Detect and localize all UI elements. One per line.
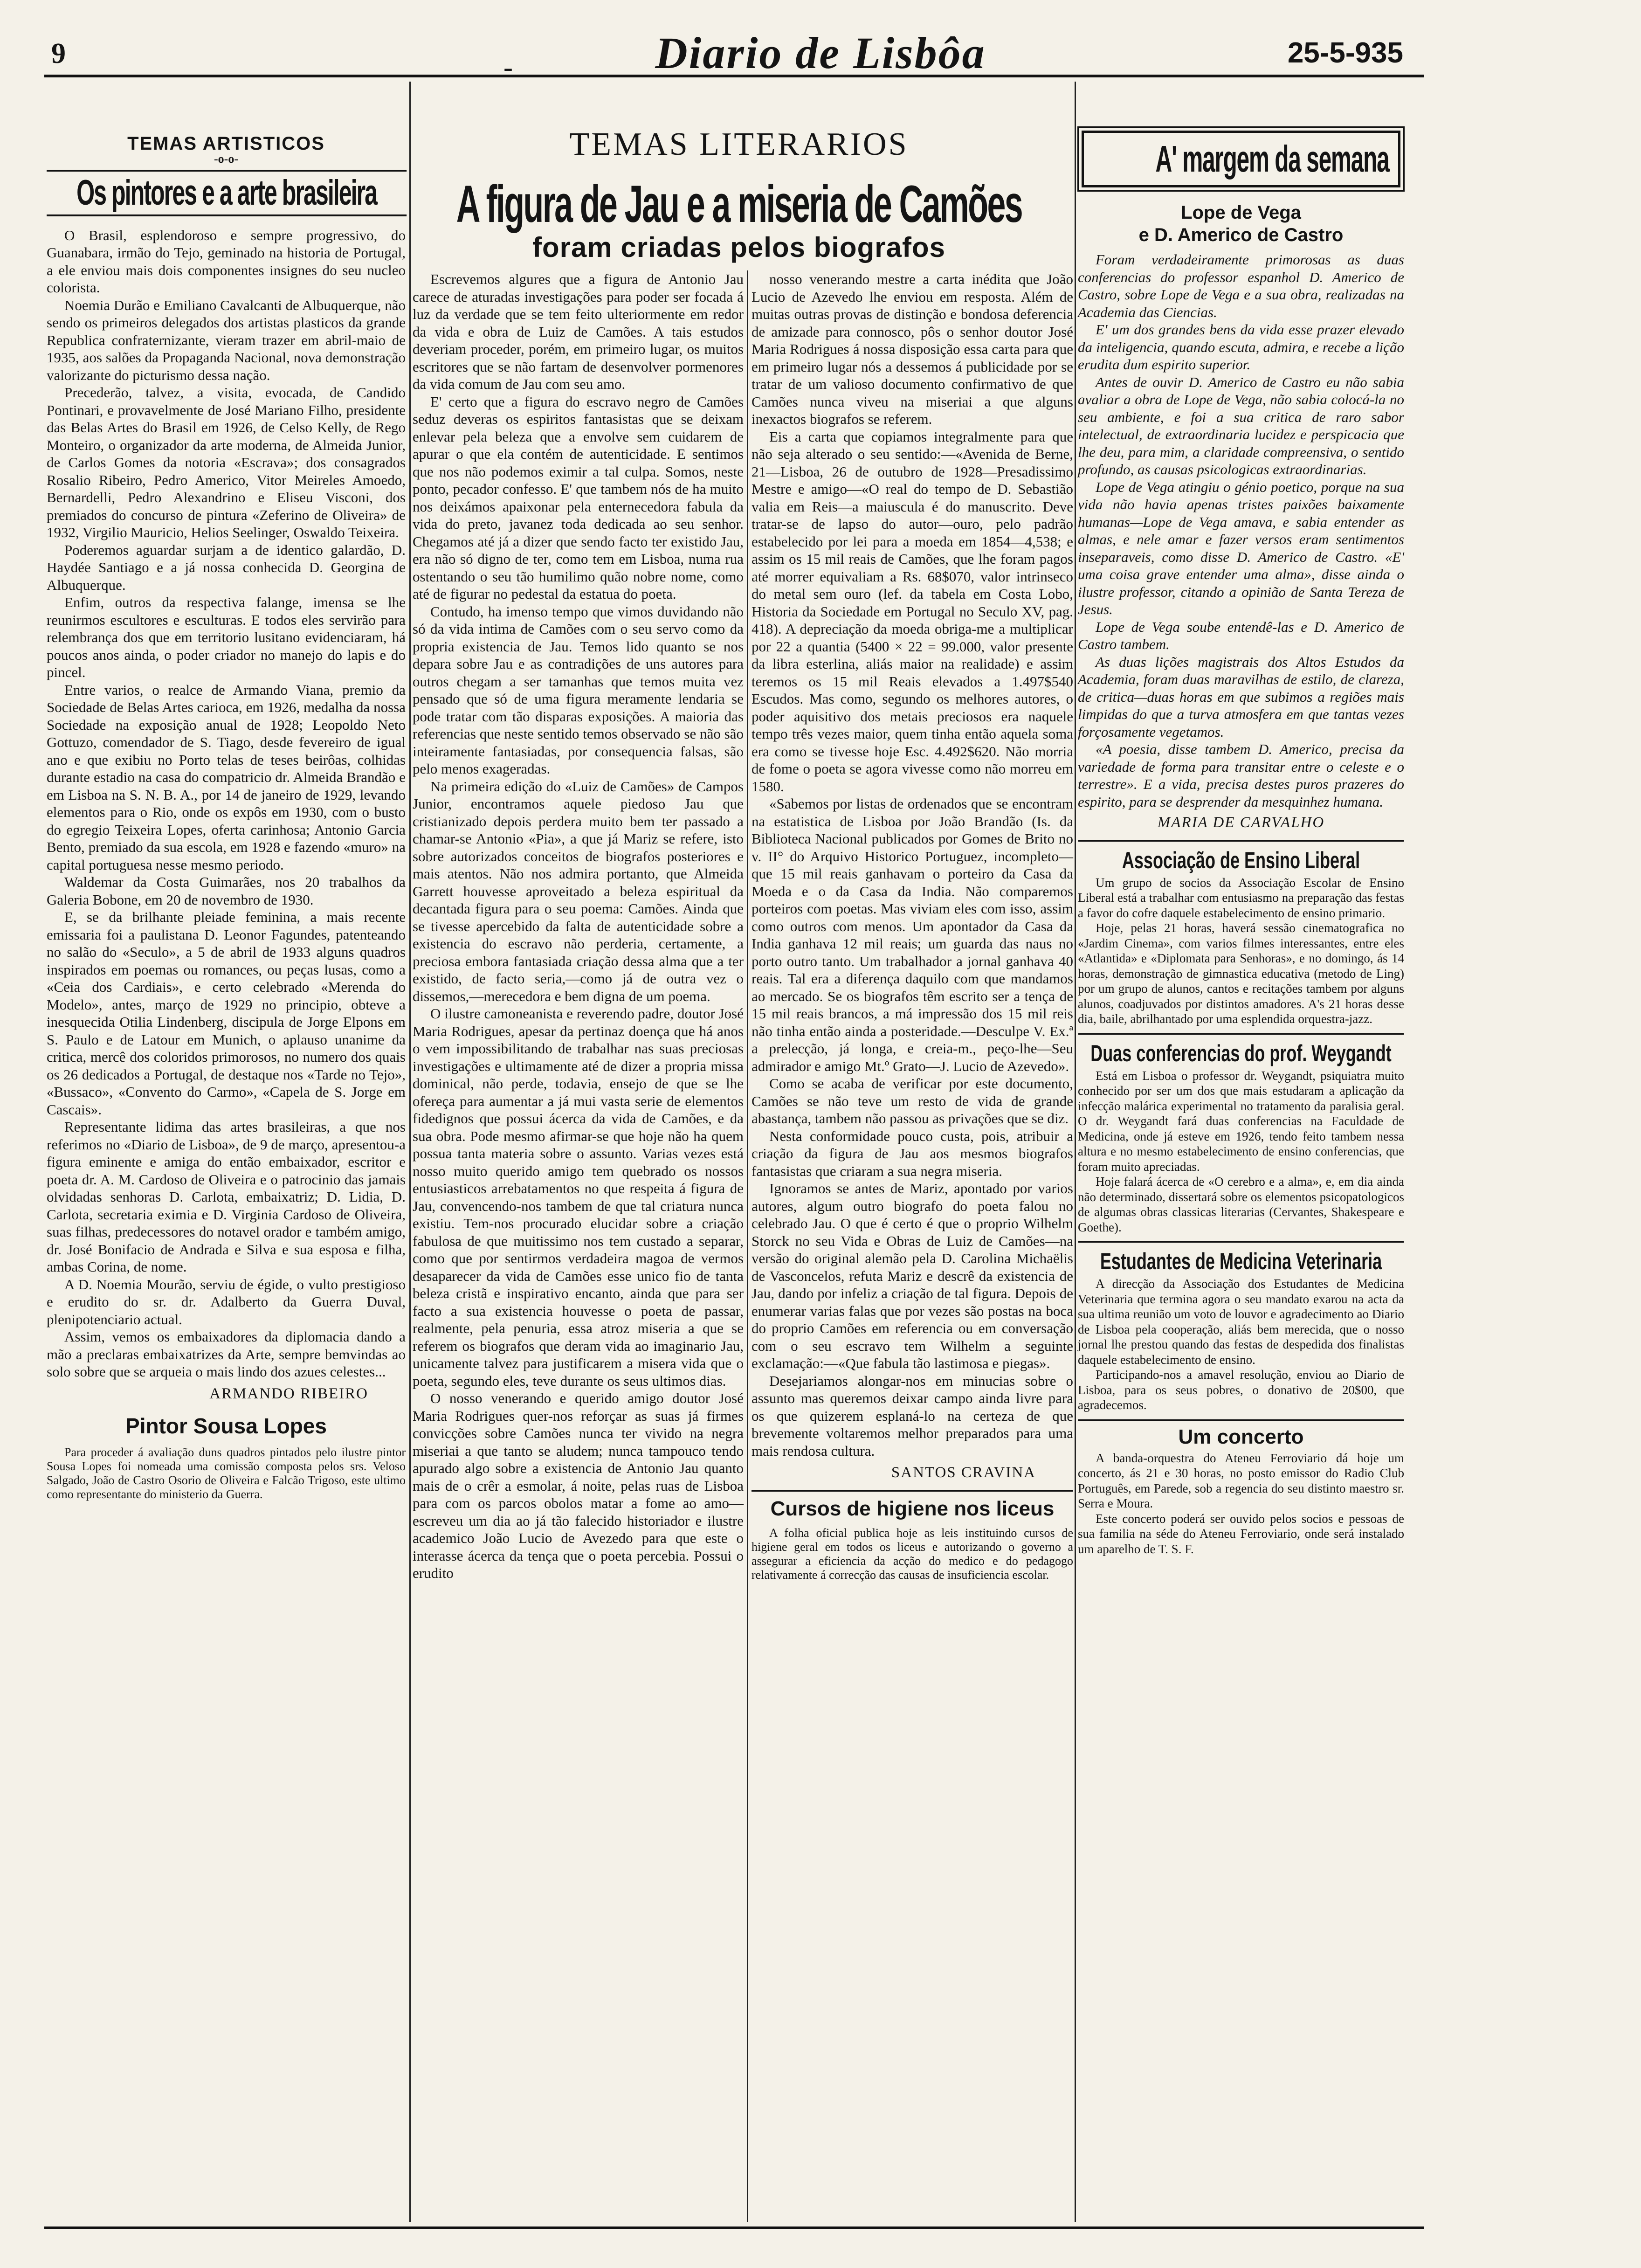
sub-headline: Associação de Ensino Liberal bbox=[1078, 840, 1404, 875]
paragraph: E' certo que a figura do escravo negro de Camões seduz deveras os espiritos fantasistas que se deixam enlevar pela beleza que a envolve sem cuidarem de apurar o que ela contém de autenticidade. E sentimos que nos não podemos eximir a tal culpa. Somos, neste ponto, pecador confesso. E' que tambem nós de ha muito nos deixámos apaixonar pela enternecedora fabula da vida do preto, javanez toda dedicada ao seu senhor. Chegamos até já a dizer que sendo facto ter existido Jau, era não só digno de ter, como tem em Lisboa, numa rua ostentando o seu tão humilimo quão nobre nome, como até de figurar no pedestal da estatua do poeta. bbox=[413, 393, 744, 602]
top-rule bbox=[44, 75, 1424, 77]
column-box-title bbox=[1082, 131, 1400, 187]
section-kicker: TEMAS LITERARIOS bbox=[569, 126, 909, 162]
right-column bbox=[1078, 126, 1404, 1556]
paragraph: Nesta conformidade pouco custa, pois, atribuir a criação da figura de Jau aos mesmos biografos fantasistas que criaram a sua negra miseria. bbox=[752, 1127, 1073, 1179]
article-lope-de-vega bbox=[1078, 251, 1404, 810]
paragraph: Participando-nos a amavel resolução, enviou ao Diario de Lisboa, para os seus pobres, o donativo de 20$00, que agradecemos. bbox=[1078, 1368, 1404, 1412]
paragraph: Precederão, talvez, a visita, evocada, de Candido Pontinari, e provavelmente de José Mariano Filho, presidente das Belas Artes do Brasil em 1926, de Celso Kelly, de Rego Monteiro, o organizador da arte moderna, de Almeida Junior, de Carlos Gomes da notoria «Escrava»; dos consagrados Rosalio Ribeiro, Pedro Americo, Vitor Meireles Amoedo, Bernardelli, Pedro Alexandrino e Eliseu Visconi, dos premiados do concurso de pintura «Zeferino de Oliveira» de 1932, Virgilio Mauricio, Helios Seelinger, Oswaldo Teixeira. bbox=[47, 384, 406, 540]
paragraph: nosso venerando mestre a carta inédita que João Lucio de Azevedo lhe enviou em resposta. Além de muitas outras provas de distinção e bondosa deferencia de amizade para connosco, pôs o senhor doutor José Maria Rodrigues á nossa disposição essa carta para que em primeiro lugar nós a dessemos á publicidade por se tratar de um valioso documento confirmativo de que Camões nunca viveu na miseriai a que alguns inexactos biografos se referem. bbox=[752, 271, 1073, 427]
paragraph: A D. Noemia Mourão, serviu de égide, o vulto prestigioso e erudito do sr. dr. Adalberto da Guerra Duval, plenipotenciario actual. bbox=[47, 1276, 406, 1328]
paragraph: O nosso venerando e querido amigo doutor José Maria Rodrigues quer-nos reforçar as suas já firmes convicções sobre Camões nunca ter vivido na negra miseriai a que tanto se aludem; nunca tampouco tendo apurado algo sobre a existencia de Antonio Jau quanto mais de o crêr a esmolar, á noite, pelas ruas de Lisboa para com os parcos obolos matar a fome ao amo—escreveu um dia ao já tão falecido historiador e ilustre academico João Lucio de Avezedo para que este o interasse ácerca da tença que o poeta percebia. Possui o erudito bbox=[413, 1390, 744, 1581]
paragraph: Assim, vemos os embaixadores da diplomacia dando a mão a preclaras embaixatrizes da Arte, sempre bemvindas ao solo sobre que se arqueia o mais lindo dos azues celestes... bbox=[47, 1328, 406, 1380]
paragraph: «A poesia, disse tambem D. Americo, precisa da variedade de forma para transitar entre o celeste e o terrestre». E a vida, precisa destes puros prazeres do espirito, para se desprender da mesquinhez humana. bbox=[1078, 741, 1404, 810]
article-weygandt bbox=[1078, 1068, 1404, 1235]
paragraph: Na primeira edição do «Luiz de Camões» de Campos Junior, encontramos aquele piedoso Jau que cristianizado depois perdera muito bem ter passado a chamar-se Antonio «Pia», a que já Mariz se refere, isto sobre autorizados conceitos de biografos posteriores e mais atentos. Não nos admira portanto, que Almeida Garrett houvesse aproveitado a beleza espiritual da decantada figura para o seu poema: Camões. Ainda que se tivesse apercebido da falta de autenticidade sobre a existencia do escravo não perderia, certamente, a preciosa embora fantasiada criação dessa alma que a ter existido, de facto seria,—como já de outra vez o dissemos,—merecedora e bem digna de um poema. bbox=[413, 778, 744, 1004]
paragraph: Este concerto poderá ser ouvido pelos socios e pessoas de sua familia na séde do Ateneu Ferroviario, onde será instalado um aparelho de T. S. F. bbox=[1078, 1511, 1404, 1556]
article-title: Lope de Vega bbox=[1181, 202, 1301, 223]
paragraph: O ilustre camoneanista e reverendo padre, doutor José Maria Rodrigues, apesar da pertinaz doença que há anos o vem impossibilitando de trabalhar nas suas preciosas investigações e ultimamente até de dizer a propria missa dominical, não perde, todavia, ensejo de que se lhe ofereça para aumentar a já mui vasta serie de elementos fidedignos que possui ácerca da vida de Camões, e da sua obra. Pode mesmo afirmar-se que hoje não ha quem possua tanta materia sobre o assunto. Varias vezes está nosso muito querido amigo tem quebrado os nossos entusiasticos arrebatamentos no que respeita á figura de Jau, convencendo-nos tambem de que tal criatura nunca existiu. Tem-nos procurado elucidar sobre a criação fabulosa de que muitissimo nos tem custado a separar, como que por sentirmos verdadeira magoa de vermos desaparecer da vida de Camões esse unico fio de tanta beleza cristã e inspirativo encanto, ainda que para ser facto a sua existencia houvesse o poeta de passar, realmente, pela penuria, essa atroz miseria a que se referem os biografos que deram vida ao imaginario Jau, unicamente talvez para justificarem a misera vida que o poeta, segundo eles, teve durante os seus ultimos dias. bbox=[413, 1005, 744, 1389]
paragraph: Foram verdadeiramente primorosas as duas conferencias do professor espanhol D. Americo de Castro, sobre Lope de Vega e a sua obra, realizadas na Academia das Ciencias. bbox=[1078, 251, 1404, 320]
article-ensino-liberal bbox=[1078, 875, 1404, 1027]
paragraph: Como se acaba de verificar por este documento, Camões se não teve um resto de vida de grande abastança, tambem não passou as privações que se diz. bbox=[752, 1075, 1073, 1127]
paragraph: Lope de Vega atingiu o génio poetico, porque na sua vida não havia apenas tristes paixões baixamente humanas—Lope de Vega amava, e sabia entender as almas, e nele amar e fazer versos eram sentimentos inseparaveis, como disse D. Americo de Castro. «E' uma coisa grave entender uma alma», disse ainda o ilustre professor, citando a opinião de Santa Tereza de Jesus. bbox=[1078, 478, 1404, 617]
paragraph: Um grupo de socios da Associação Escolar de Ensino Liberal está a trabalhar com entusiasmo na preparação das festas a favor do cofre daquele estabelecimento de ensino primario. bbox=[1078, 875, 1404, 920]
sub-headline: Cursos de higiene nos liceus bbox=[752, 1490, 1073, 1521]
paragraph: Contudo, ha imenso tempo que vimos duvidando não só da vida intima de Camões com o seu servo como da propria existencia de Jau. Temos lido quanto se nos depara sobre Jau e as contradições de uns autores para outros chegam a ser tamanhas que temos muita vez pensado que só de uma figura meramente lendaria se pode tratar com tão disparas exposições. A maioria das referencias que neste sentido temos observado se não são inteiramente fantasiadas, por consequencia falsas, são pelo menos exageradas. bbox=[413, 603, 744, 777]
issue-date: 25-5-935 bbox=[1287, 37, 1403, 69]
paragraph: Noemia Durão e Emiliano Cavalcanti de Albuquerque, não sendo os primeiros delegados dos artistas plasticos da grande Republica confraternizante, vieram trazer em abril-maio de 1935, aos salões da Propaganda Nacional, nova demonstração valorizante do picturismo dessa nação. bbox=[47, 297, 406, 383]
masthead-dash: - bbox=[503, 52, 513, 83]
paragraph: A banda-orquestra do Ateneu Ferroviario dá hoje um concerto, ás 21 e 30 horas, no posto emissor do Radio Club Português, em Parede, sob a regencia do seu distinto maestro sr. Serra e Moura. bbox=[1078, 1451, 1404, 1510]
sub-headline: Um concerto bbox=[1078, 1419, 1404, 1451]
headline: A figura de Jau e a miseria de Camões bbox=[456, 175, 1022, 233]
paragraph: A folha oficial publica hoje as leis instituindo cursos de higiene geral em todos os liceus e autorizando o governo a assegurar a eficiencia da acção do medico e do pedagogo relativamente á correcção das causas de insuficiencia escolar. bbox=[752, 1526, 1073, 1582]
article-concerto bbox=[1078, 1451, 1404, 1557]
page-number: 9 bbox=[51, 38, 66, 69]
paragraph: Antes de ouvir D. Americo de Castro eu não sabia avaliar a obra de Lope de Vega, não sabia colocá-la no seu ambiente, e foi a sua critica de raro sabor intelectual, de extraordinaria lucidez e perspicacia que lhe deu, para mim, a claridade compreensiva, o sentido profundo, as causas psicologicas extraordinarias. bbox=[1078, 373, 1404, 477]
byline: SANTOS CRAVINA bbox=[891, 1464, 1036, 1481]
headline: Os pintores e a arte brasileira bbox=[47, 170, 407, 216]
article-veterinaria bbox=[1078, 1276, 1404, 1413]
paragraph: Waldemar da Costa Guimarães, nos 20 trabalhos da Galeria Bobone, em 20 de novembro de 1930. bbox=[47, 874, 406, 908]
sub-headline: Pintor Sousa Lopes bbox=[125, 1414, 327, 1438]
article-title: e D. Americo de Castro bbox=[1138, 225, 1344, 245]
paragraph: Desejariamos alongar-nos em minucias sobre o assunto mas queremos deixar campo ainda livre para os que quizerem esplaná-lo na certeza de que brevemente voltaremos melhor preparados para uma mais rendosa cultura. bbox=[752, 1372, 1073, 1459]
paragraph: «Sabemos por listas de ordenados que se encontram na estatistica de Lisboa por João Brandão (Is. da Biblioteca Nacional publicados por Gomes de Brito no v. II° do Arquivo Historico Portuguez, incompleto—que 15 mil reais ganhavam o porteiro da Casa da Moeda e o da Casa da India. Não comparemos porteiros com poetas. Mas viviam eles com isso, assim como outros com menos. Um apontador da Casa da India ganhava 12 mil reais; um guarda das naus no porto outro tanto. Um trabalhador a jornal ganhava 40 reais. Tal era a diferença daquilo com que mandamos ao mercado. Se os biografos têm escrito ser a tença de 15 mil reais brancos, a má impressão dos 15 mil reis não tinha então ainda a posteridade.—Desculpe V. Ex.ª a prelecção, já longa, e creia-m., peço-lhe—Seu admirador e amigo Mt.º Grato—J. Lucio de Azevedo». bbox=[752, 795, 1073, 1074]
byline: MARIA DE CARVALHO bbox=[1157, 814, 1325, 831]
paragraph: E' um dos grandes bens da vida esse prazer elevado da inteligencia, quando escuta, admira, e recebe a lição erudita dum espirito superior. bbox=[1078, 321, 1404, 373]
ornament: -o-o- bbox=[214, 152, 238, 166]
article-pintores bbox=[47, 84, 406, 1501]
paragraph: E, se da brilhante pleiade feminina, a mais recente emissaria foi a paulistana D. Leonor Fagundes, patenteando no salão do «Seculo», a 5 de abril de 1933 alguns quadros inspirados em poemas ou romances, ou peças lusas, como a «Ceia dos Cardiais», e certo celebrado «Merenda do Modelo», antes, março de 1929 no principio, obteve a inesquecida Otilia Lindenberg, discipula de Jorge Elpons em S. Paulo e de Latour em Munich, o aplauso unanime da critica, mercê dos coloridos primorosos, no numero dos quais os 26 dedicados a Portugal, de destaque nos «Tarde no Tejo», «Bussaco», «Convento do Carmo», «Capela de S. Jorge em Cascais». bbox=[47, 909, 406, 1118]
box-title-text: A' margem da semana bbox=[1155, 138, 1389, 180]
paragraph: Poderemos aguardar surjam a de identico galardão, D. Haydée Santiago e a já nossa conhecida D. Georgina de Albuquerque. bbox=[47, 541, 406, 593]
sub-headline: Estudantes de Medicina Veterinaria bbox=[1078, 1241, 1404, 1276]
paragraph: Representante lidima das artes brasileiras, a que nos referimos no «Diario de Lisboa», de 9 de março, apresentou-a figura eminente e amiga do então embaixador, escritor e poeta dr. A. M. Cardoso de Oliveira e o patrocinio das jamais olvidadas senhoras D. Carlota, embaixatriz; D. Lidia, D. Carlota, secretaria eximia e D. Virginia Cardoso de Oliveira, suas filhas, predecessores do notavel orador e também amigo, dr. José Bonifacio de Andrada e Silva e sua esposa e filha, ambas Corina, de nome. bbox=[47, 1119, 406, 1275]
paragraph: Está em Lisboa o professor dr. Weygandt, psiquiatra muito conhecido por ser um dos que mais estudaram a aplicação da infecção malárica experimental no tratamento da paralisia geral. O dr. Weygandt fará duas conferencias na Faculdade de Medicina, onde já esteve em 1926, tendo feito tambem nessa altura e no mesmo estabelecimento de ensino conferencias, que foram muito apreciadas. bbox=[1078, 1068, 1404, 1174]
column-rule bbox=[409, 82, 411, 2222]
newspaper-title: Diario de Lisbôa bbox=[655, 28, 986, 78]
paragraph: Enfim, outros da respectiva falange, imensa se lhe reunirmos escultores e esculturas. E todos eles servirão para relembrança dos que em territorio lusitano evidenciaram, há poucos anos ainda, o poder criador no manejo do lapis e do pincel. bbox=[47, 594, 406, 680]
paragraph: Ignoramos se antes de Mariz, apontado por varios autores, algum outro biografo do poeta falou no celebrado Jau. O que é certo é que o proprio Wilhelm Storck no seu Vida e Obras de Luiz de Camões—na versão do original alemão pela D. Carolina Michaëlis de Vasconcelos, refuta Mariz e descrê da existencia de Jau, dando por infeliz a criação de tal figura. Depois de enumerar varias falas que por vezes são postas na boca do proprio Camões em referencia ou em conversação com o seu escravo tem Wilhelm a seguinte exclamação:—«Que fabula tão lastimosa e piegas». bbox=[752, 1180, 1073, 1371]
column-rule bbox=[1075, 82, 1076, 2222]
paragraph: Escrevemos algures que a figura de Antonio Jau carece de aturadas investigações para poder ser focada á luz da verdade que se tem feito ulteriormente em redor da vida e obra de Luiz de Camões. A tais estudos deveriam proceder, porém, em primeiro lugar, os muitos escritores que se não fartam de desenvolver pormenores da vida comum de Jau com seu amo. bbox=[413, 271, 744, 392]
article-jau-part2 bbox=[752, 270, 1073, 1582]
masthead bbox=[0, 0, 1641, 83]
paragraph: Entre varios, o realce de Armando Viana, premio da Sociedade de Belas Artes carioca, em 1926, medalha da nossa Sociedade na exposição anual de 1928; Leopoldo Neto Gottuzo, comendador de S. Tiago, desde fevereiro de igual ano e que exibiu no Porto telas de teses beirôas, colhidas durante estadio na casa do compatricio dr. Almeida Brandão e em Lisboa na S. N. B. A., por 14 de janeiro de 1929, levando elementos para o Rio, onde os expôs em 1930, com o busto do egregio Teixeira Lopes, oferta carinhosa; Antonio Garcia Bento, premiado da sua escola, em 1928 e fazendo «muro» na capital portuguesa nesse mesmo periodo. bbox=[47, 681, 406, 873]
paragraph: As duas lições magistrais dos Altos Estudos da Academia, foram duas maravilhas de estilo, de clareza, de critica—duas horas em que subimos a regiões mais limpidas do que a turva atmosfera em que tantas vezes forçosamente vegetamos. bbox=[1078, 653, 1404, 740]
paragraph: Hoje falará ácerca de «O cerebro e a alma», e, em dia ainda não determinado, dissertará sobre os elementos psicopatologicos de algumas obras classicas literarias (Cervantes, Shakespeare e Goethe). bbox=[1078, 1175, 1404, 1234]
paragraph: Para proceder á avaliação duns quadros pintados pelo ilustre pintor Sousa Lopes foi nomeada uma comissão composta pelos srs. Veloso Salgado, João de Castro Osorio de Oliveira e Falcão Trigoso, este ultimo como representante do ministerio da Guerra. bbox=[47, 1445, 406, 1501]
paragraph: O Brasil, esplendoroso e sempre progressivo, do Guanabara, irmão do Tejo, geminado na historia de Portugal, a ele enviou mais dois componentes insignes do seu nucleo colorista. bbox=[47, 227, 406, 296]
paragraph: Hoje, pelas 21 horas, haverá sessão cinematografica no «Jardim Cinema», com varios filmes interessantes, entre eles «Atlantida» e «Diplomata para Senhoras», e no domingo, ás 14 horas, demonstração de gimnastica educativa (metodo de Ling) por um grupo de alunos, cantos e recitações tambem por alguns alunos, coadjuvados por distintos amadores. A's 21 horas desse dia, baile, abrilhantado por uma esplendida orquestra-jazz. bbox=[1078, 921, 1404, 1026]
section-kicker: TEMAS ARTISTICOS bbox=[127, 133, 325, 154]
bottom-rule bbox=[44, 2227, 1424, 2229]
article-jau-part1 bbox=[413, 270, 744, 1582]
column-rule bbox=[747, 270, 748, 2222]
paragraph: Lope de Vega soube entendê-las e D. Americo de Castro tambem. bbox=[1078, 618, 1404, 652]
paragraph: A direcção da Associação dos Estudantes de Medicina Veterinaria que termina agora o seu mandato exarou na acta da sua ultima reunião um voto de louvor e agradecimento ao Diario de Lisboa pela cooperação, aliás bem merecida, que o nosso jornal lhe prestou quando das festas de despedida dos finalistas daquele estabelecimento de ensino. bbox=[1078, 1277, 1404, 1367]
sub-headline: foram criadas pelos biografos bbox=[532, 232, 945, 263]
article-body bbox=[47, 227, 406, 1381]
paragraph: Eis a carta que copiamos integralmente para que não seja alterado o seu sentido:—«Avenida de Berne, 21—Lisboa, 26 de outubro de 1928—Presadissimo Mestre e amigo—«O real do tempo de D. Sebastião valia em Reis—a maiuscula é do manuscrito. Deve tratar-se de lapso do autor—ouro, pelo padrão estabelecido por lei para a moeda em 1854—4,538; e assim os 15 mil reais de Camões, que lhe foram pagos até morrer equivaliam a Rs. 68$070, valor intrinseco do metal sem ouro (lef. da tabela em Costa Lobo, Historia da Sociedade em Portugal no Seculo XV, pag. 418). A depreciação da moeda obriga-me a multiplicar por 22 a quantia (5400 × 22 = 99.000, valor presente da libra esterlina, aliás maior na realidade) e assim teremos os 15 mil Reais elevados a 1.497$540 Escudos. Mas como, segundo os melhores autores, o poder aquisitivo dos metais preciosos era naquele tempo três vezes maior, quem tinha então aquela soma era como se tivesse hoje Esc. 4.492$620. Não morria de fome o poeta se agora vivesse como não morreu em 1580. bbox=[752, 428, 1073, 795]
sub-headline: Duas conferencias do prof. Weygandt bbox=[1078, 1033, 1404, 1068]
byline: ARMANDO RIBEIRO bbox=[209, 1385, 368, 1402]
